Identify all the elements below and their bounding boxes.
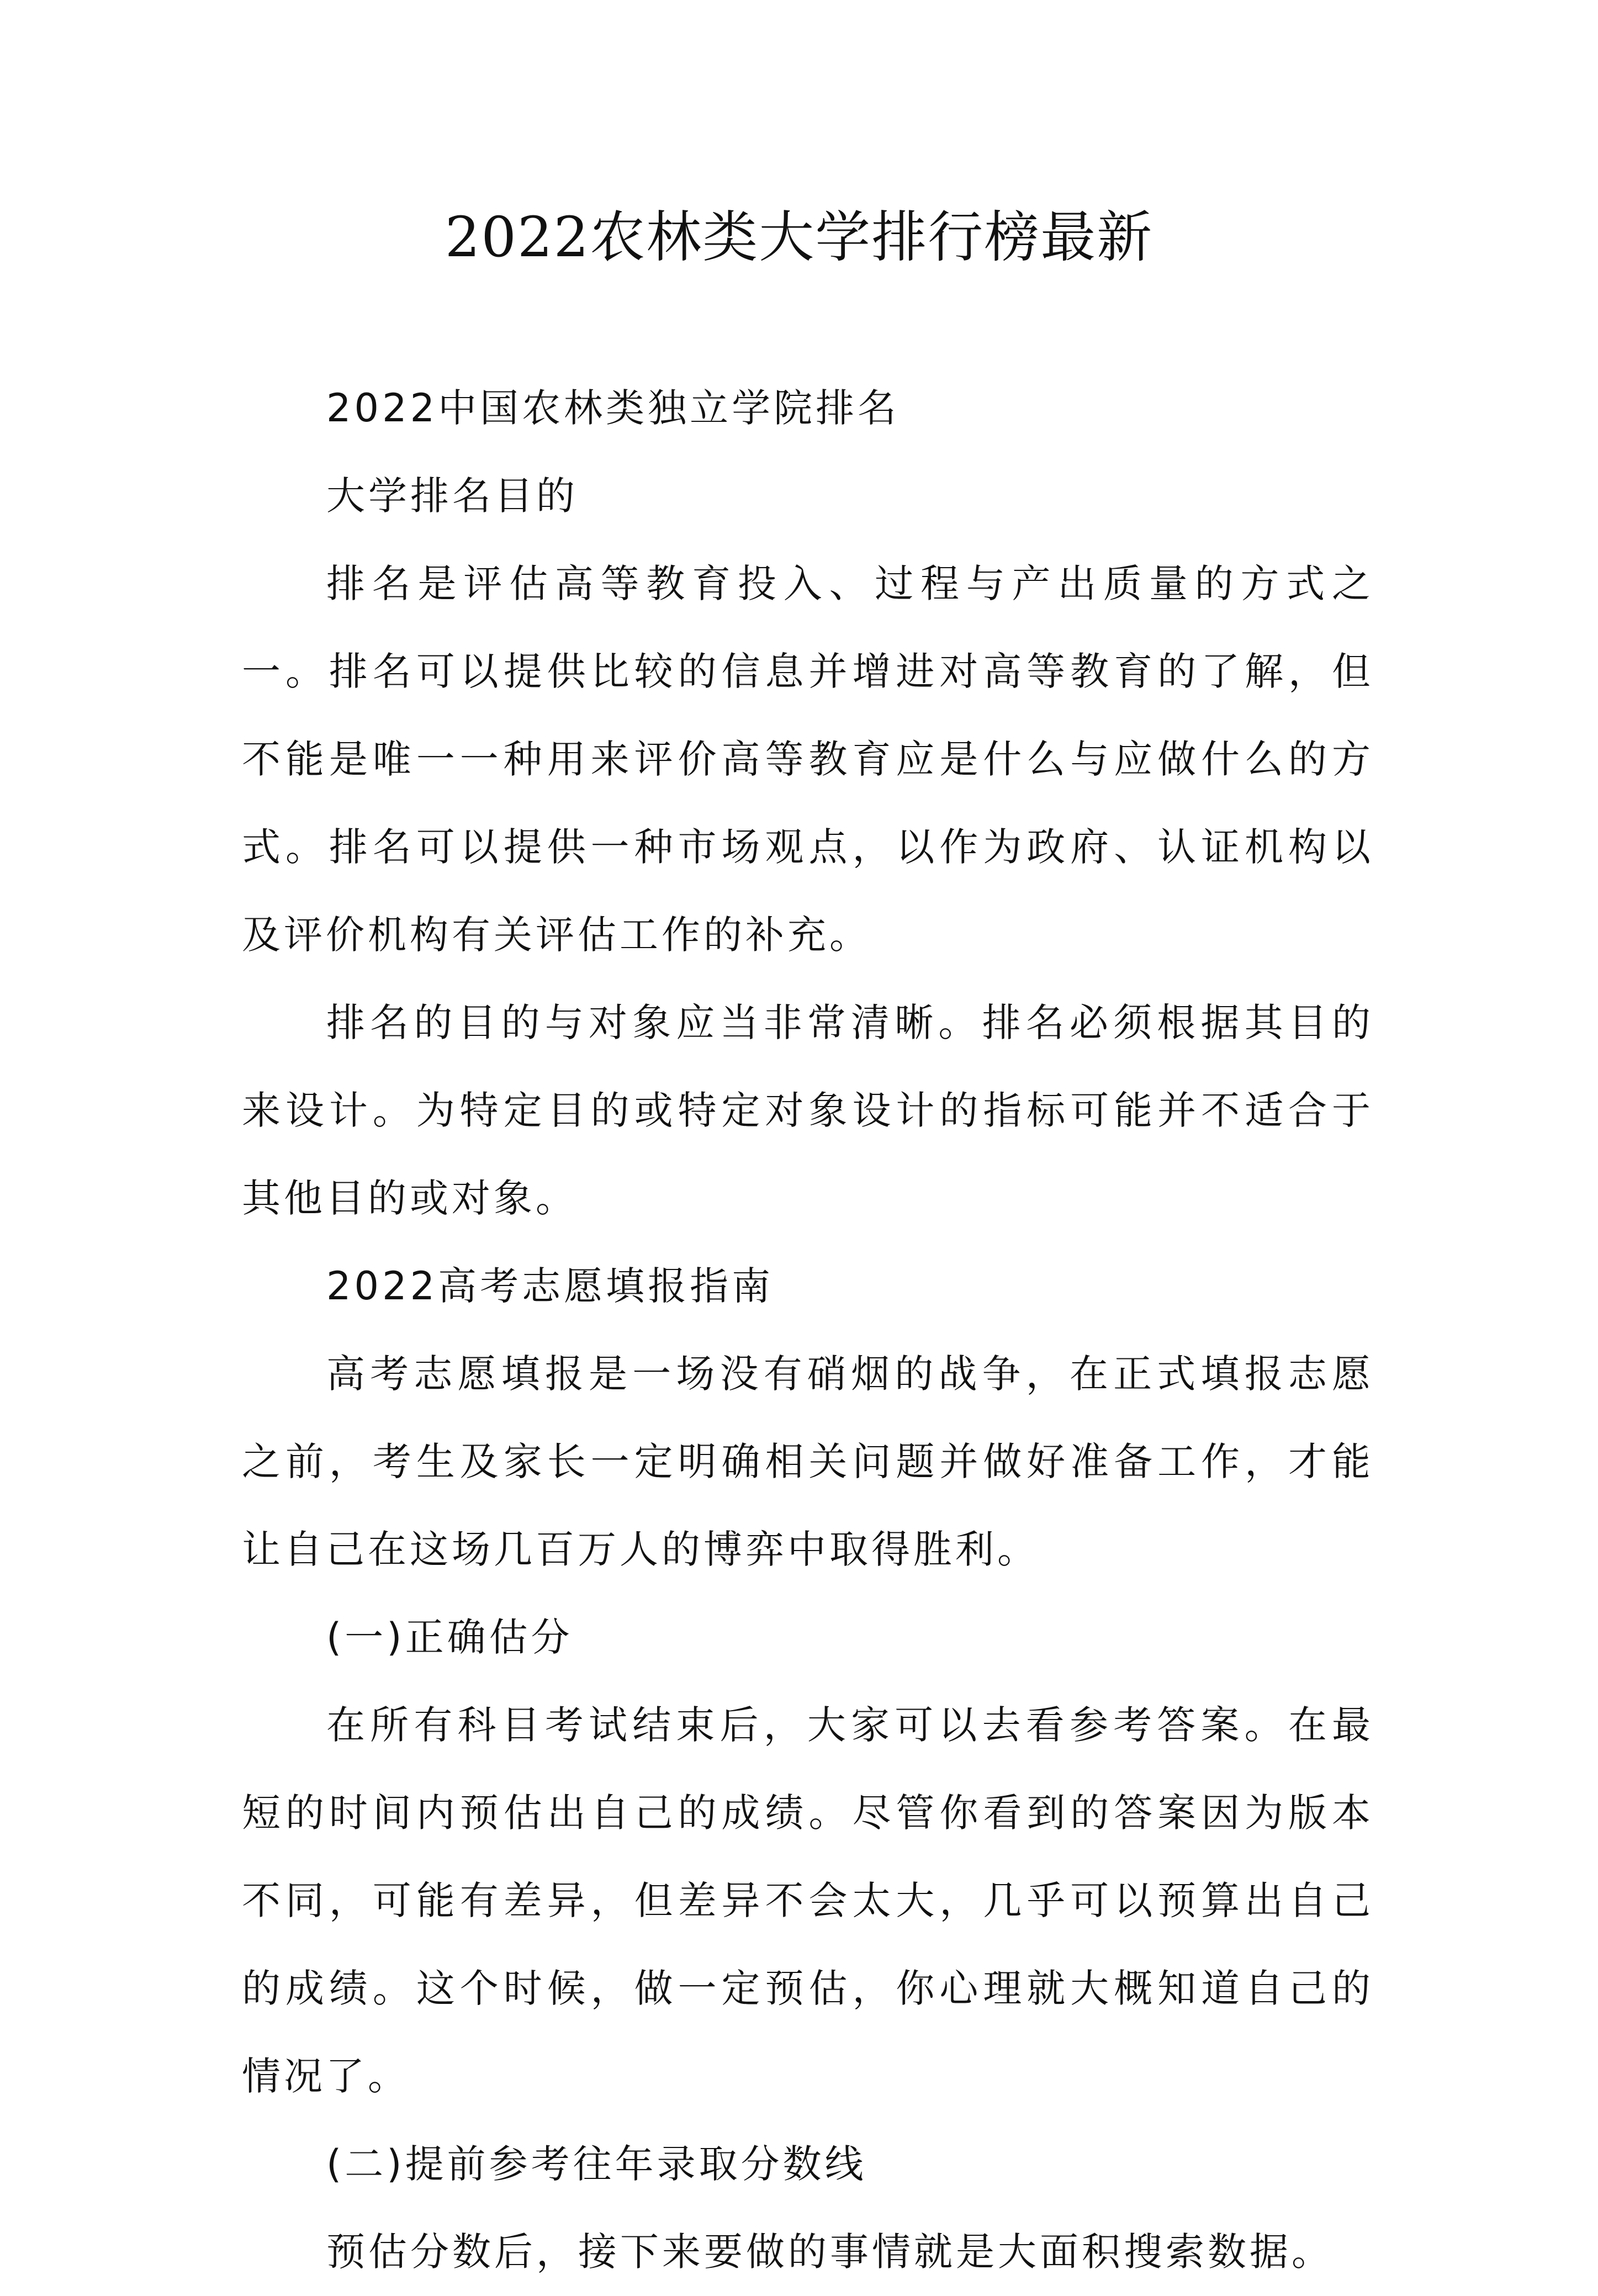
paragraph: 排名的目的与对象应当非常清晰。排名必须根据其目的来设计。为特定目的或特定对象设计的指标可能并不适合于其他目的或对象。	[242, 1000, 1374, 1221]
paragraph: 排名是评估高等教育投入、过程与产出质量的方式之一。排名可以提供比较的信息并增进对高等教育的了解，但不能是唯一一种用来评价高等教育应是什么与应做什么的方式。排名可以提供一种市场观点，以作为政府、认证机构以及评价机构有关评估工作的补充。	[242, 561, 1374, 957]
paragraph: 在所有科目考试结束后，大家可以去看参考答案。在最短的时间内预估出自己的成绩。尽管你看到的答案因为版本不同，可能有差异，但差异不会太大，几乎可以预算出自己的成绩。这个时候，做一定预估，你心理就大概知道自己的情况了。	[242, 1702, 1374, 2099]
subheading-step-1: (一)正确估分	[326, 1615, 573, 1660]
subheading-purpose: 大学排名目的	[326, 473, 578, 519]
paragraph: 预估分数后，接下来要做的事情就是大面积搜索数据。	[326, 2229, 1334, 2274]
subheading-step-2: (二)提前参考往年录取分数线	[326, 2141, 867, 2187]
document-title: 2022农林类大学排行榜最新	[445, 205, 1153, 269]
paragraph: 高考志愿填报是一场没有硝烟的战争，在正式填报志愿之前，考生及家长一定明确相关问题并做好准备工作，才能让自己在这场几百万人的博弈中取得胜利。	[242, 1351, 1374, 1572]
subheading-guide: 2022高考志愿填报指南	[326, 1263, 774, 1309]
subheading-ranking: 2022中国农林类独立学院排名	[326, 385, 900, 431]
document-body	[242, 364, 1374, 2296]
